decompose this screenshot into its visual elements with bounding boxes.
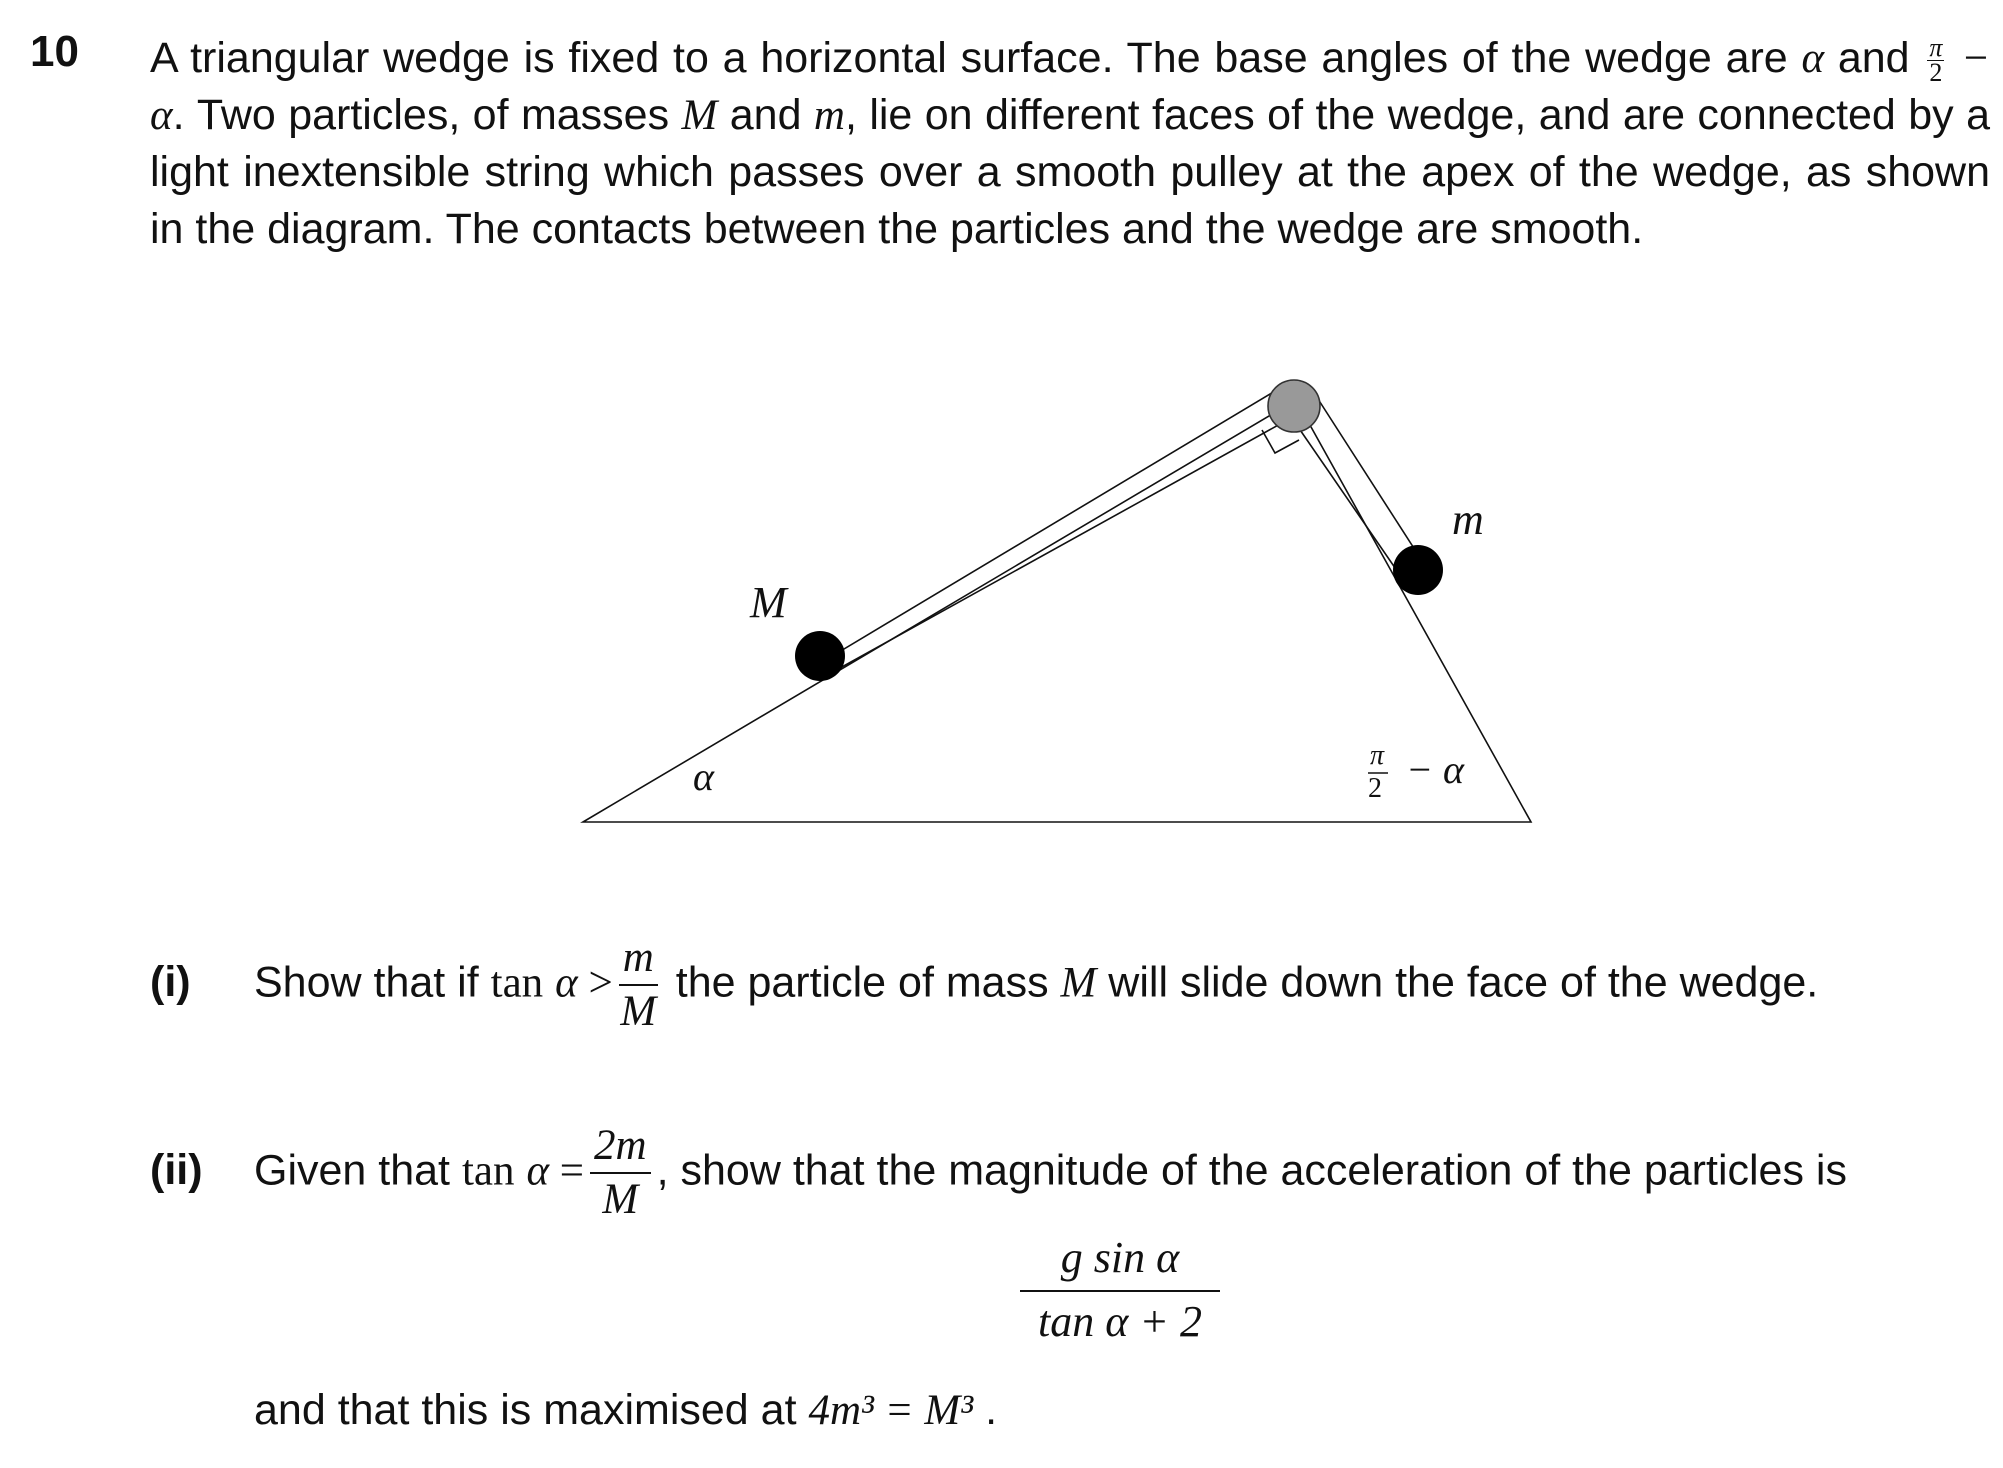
particle-M <box>795 631 845 681</box>
part-i-alpha: α <box>555 959 578 1007</box>
intro-text-3: . Two particles, of masses <box>172 91 682 139</box>
part-ii-eq: = <box>549 1147 585 1195</box>
label-alpha: α <box>693 754 714 799</box>
pulley <box>1268 380 1320 432</box>
part-ii-text-1: Given that <box>254 1146 462 1195</box>
label-minus-alpha: − α <box>1406 747 1464 792</box>
question-number: 10 <box>30 27 79 76</box>
intro-minus-alpha: − α <box>150 35 1990 139</box>
part-ii-alpha: α <box>526 1147 550 1195</box>
part-ii-fraction <box>590 1120 651 1226</box>
label-two: 2 <box>1368 773 1382 804</box>
intro-M: M <box>681 92 718 139</box>
label-M: M <box>750 578 787 627</box>
part-i-M: M <box>1060 959 1097 1007</box>
intro-text-1: A triangular wedge is fixed to a horizontal surface. The base angles of the wedge are <box>150 34 1802 82</box>
part-ii-comma: , <box>656 1146 669 1195</box>
label-m: m <box>1452 495 1484 544</box>
part-i <box>150 932 1818 1038</box>
part-i-label: (i) <box>150 958 191 1007</box>
part-ii-numerator: 2m <box>590 1120 651 1174</box>
part-ii-text-4: . <box>973 1386 998 1434</box>
part-ii-denominator: M <box>602 1176 639 1223</box>
intro-text-5: , lie on different faces of the wedge, and are connected by a light inextensible string which passes over a smooth pulley at the apex of the wedge, as shown in the diagram. The contacts between the particles and the wedge are smooth. <box>150 91 1990 253</box>
part-ii-text-2: show that the magnitude of the acceleration of the particles is <box>668 1146 1847 1195</box>
part-i-numerator: m <box>619 932 658 986</box>
wedge-triangle <box>583 400 1531 822</box>
part-ii-conclusion <box>254 1382 997 1439</box>
intro-pi: π <box>1929 33 1943 63</box>
part-ii <box>150 1120 1847 1226</box>
part-ii-text-3: and that this is maximised at <box>254 1386 809 1434</box>
string-left-upper <box>834 388 1280 655</box>
part-ii-label: (ii) <box>150 1146 203 1195</box>
intro-alpha: α <box>1801 35 1825 82</box>
result-numerator: g sin α <box>1020 1228 1220 1292</box>
intro-text-2: and <box>1824 34 1924 82</box>
part-i-text-1: Show that if <box>254 958 491 1007</box>
part-i-text-3: will slide down the face of the wedge. <box>1096 958 1819 1007</box>
right-angle-marker <box>1262 430 1299 453</box>
string-left-lower <box>822 418 1291 678</box>
part-i-gt: > <box>577 959 613 1007</box>
part-i-tan: tan <box>490 959 544 1007</box>
result-denominator: tan α + 2 <box>1037 1297 1202 1346</box>
intro-m: m <box>813 92 845 139</box>
part-i-denominator: M <box>620 988 657 1035</box>
particle-m <box>1393 545 1443 595</box>
part-ii-tan: tan <box>461 1147 515 1195</box>
part-ii-condition: 4m³ = M³ <box>808 1387 974 1434</box>
string-right-upper <box>1318 399 1426 567</box>
part-i-text-2: the particle of mass <box>663 958 1061 1007</box>
acceleration-result <box>1020 1228 1220 1352</box>
intro-text-4: and <box>717 91 814 139</box>
label-pi: π <box>1370 740 1385 771</box>
part-i-fraction <box>619 932 658 1038</box>
intro-two: 2 <box>1929 58 1943 88</box>
